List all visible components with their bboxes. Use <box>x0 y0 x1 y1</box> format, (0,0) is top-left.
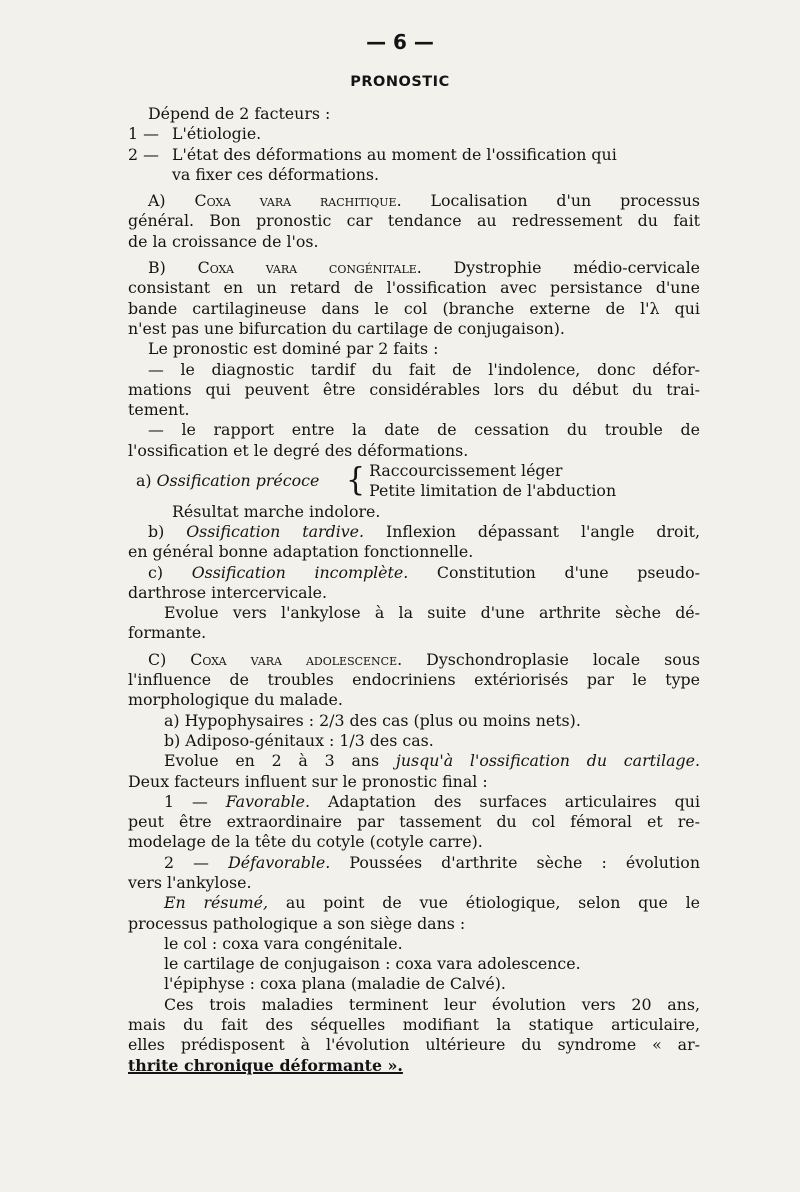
brace-item-2: Petite limitation de l'abduction <box>369 481 617 501</box>
section-b-line-6: — le diagnostic tardif du fait de l'indolence, donc défor- <box>148 359 700 379</box>
factor-2: 2 — L'état des déformations au moment de l'ossification qui <box>128 144 617 164</box>
section-c-line-8: 1 — Favorable. Adaptation des surfaces articulaires qui <box>164 791 701 811</box>
section-c-line-7: Deux facteurs influent sur le pronostic final : <box>128 771 488 791</box>
page-number: — 6 — <box>366 30 434 54</box>
section-b-line-8: tement. <box>128 400 190 420</box>
page-heading: PRONOSTIC <box>350 74 450 90</box>
section-b-line-9: — le rapport entre la date de cessation du trouble de <box>148 420 700 440</box>
factor-2-cont: va fixer ces déformations. <box>172 164 380 184</box>
summary-line-8: elles prédisposent à l'évolution ultérieure du syndrome « ar- <box>128 1035 700 1055</box>
section-b-line-1: B) Coxa vara congénitale. Dystrophie médio-cervicale <box>148 258 700 278</box>
intro-line: Dépend de 2 facteurs : <box>148 104 331 123</box>
evolution-line-2: formante. <box>128 623 207 643</box>
summary-line-6: Ces trois maladies terminent leur évolution vers 20 ans, <box>164 994 700 1014</box>
factor-1: 1 — L'étiologie. <box>128 124 262 144</box>
section-b-line-7: mations qui peuvent être considérables lors du début du trai- <box>128 379 700 399</box>
section-c-line-3: morphologique du malade. <box>128 690 343 710</box>
section-c-line-11: 2 — Défavorable. Poussées d'arthrite sèche : évolution <box>164 852 700 872</box>
ossification-incomplete-line-1: c) Ossification incomplète. Constitution d'une pseudo- <box>148 562 700 582</box>
section-c-line-10: modelage de la tête du cotyle (cotyle carre). <box>128 832 483 852</box>
section-a-line-3: de la croissance de l'os. <box>128 231 319 251</box>
brace-symbol: { <box>346 462 366 500</box>
section-b-line-10: l'ossification et le degré des déformations. <box>128 440 469 460</box>
brace-item-1: Raccourcissement léger <box>369 461 563 481</box>
summary-line-4: le cartilage de conjugaison : coxa vara adolescence. <box>164 954 581 974</box>
section-c-line-9: peut être extraordinaire par tassement du col fémoral et re- <box>128 812 700 832</box>
section-c-line-12: vers l'ankylose. <box>128 872 252 892</box>
section-c-line-4: a) Hypophysaires : 2/3 des cas (plus ou moins nets). <box>164 710 581 730</box>
section-a-line-1: A) Coxa vara rachitique. Localisation d'un processus <box>148 191 701 211</box>
section-a-line-2: général. Bon pronostic car tendance au redressement du fait <box>128 211 700 231</box>
section-b-line-2: consistant en un retard de l'ossification avec persistance d'une <box>128 278 700 298</box>
section-c-line-1: C) Coxa vara adolescence. Dyschondroplasie locale sous <box>148 649 700 669</box>
section-b-line-3: bande cartilagineuse dans le col (branche externe de l'λ qui <box>128 298 700 318</box>
summary-line-3: le col : coxa vara congénitale. <box>164 933 403 953</box>
summary-line-2: processus pathologique a son siège dans : <box>128 913 466 933</box>
section-c-line-2: l'influence de troubles endocriniens extériorisés par le type <box>128 670 700 690</box>
ossification-tardive-line-1: b) Ossification tardive. Inflexion dépassant l'angle droit, <box>148 521 700 541</box>
summary-line-1: En résumé, au point de vue étiologique, selon que le <box>164 893 700 913</box>
ossification-incomplete-line-2: darthrose intercervicale. <box>128 582 328 602</box>
evolution-line-1: Evolue vers l'ankylose à la suite d'une arthrite sèche dé- <box>164 603 700 623</box>
ossification-tardive-line-2: en général bonne adaptation fonctionnelle. <box>128 542 474 562</box>
section-b-line-5: Le pronostic est dominé par 2 faits : <box>148 339 439 359</box>
summary-line-7: mais du fait des séquelles modifiant la statique articulaire, <box>128 1015 700 1035</box>
section-b-line-4: n'est pas une bifurcation du cartilage de conjugaison). <box>128 318 565 338</box>
summary-line-9: thrite chronique déformante ». <box>128 1055 403 1075</box>
section-c-line-5: b) Adiposo-génitaux : 1/3 des cas. <box>164 730 434 750</box>
result-line: Résultat marche indolore. <box>172 501 381 521</box>
section-c-line-6: Evolue en 2 à 3 ans jusqu'à l'ossification du cartilage. <box>164 751 700 771</box>
summary-line-5: l'épiphyse : coxa plana (maladie de Calvé). <box>164 974 506 994</box>
ossification-precoce-row: a) Ossification précoce { Raccourcissement léger Petite limitation de l'abduction <box>136 461 617 501</box>
body-text <box>128 104 700 1076</box>
